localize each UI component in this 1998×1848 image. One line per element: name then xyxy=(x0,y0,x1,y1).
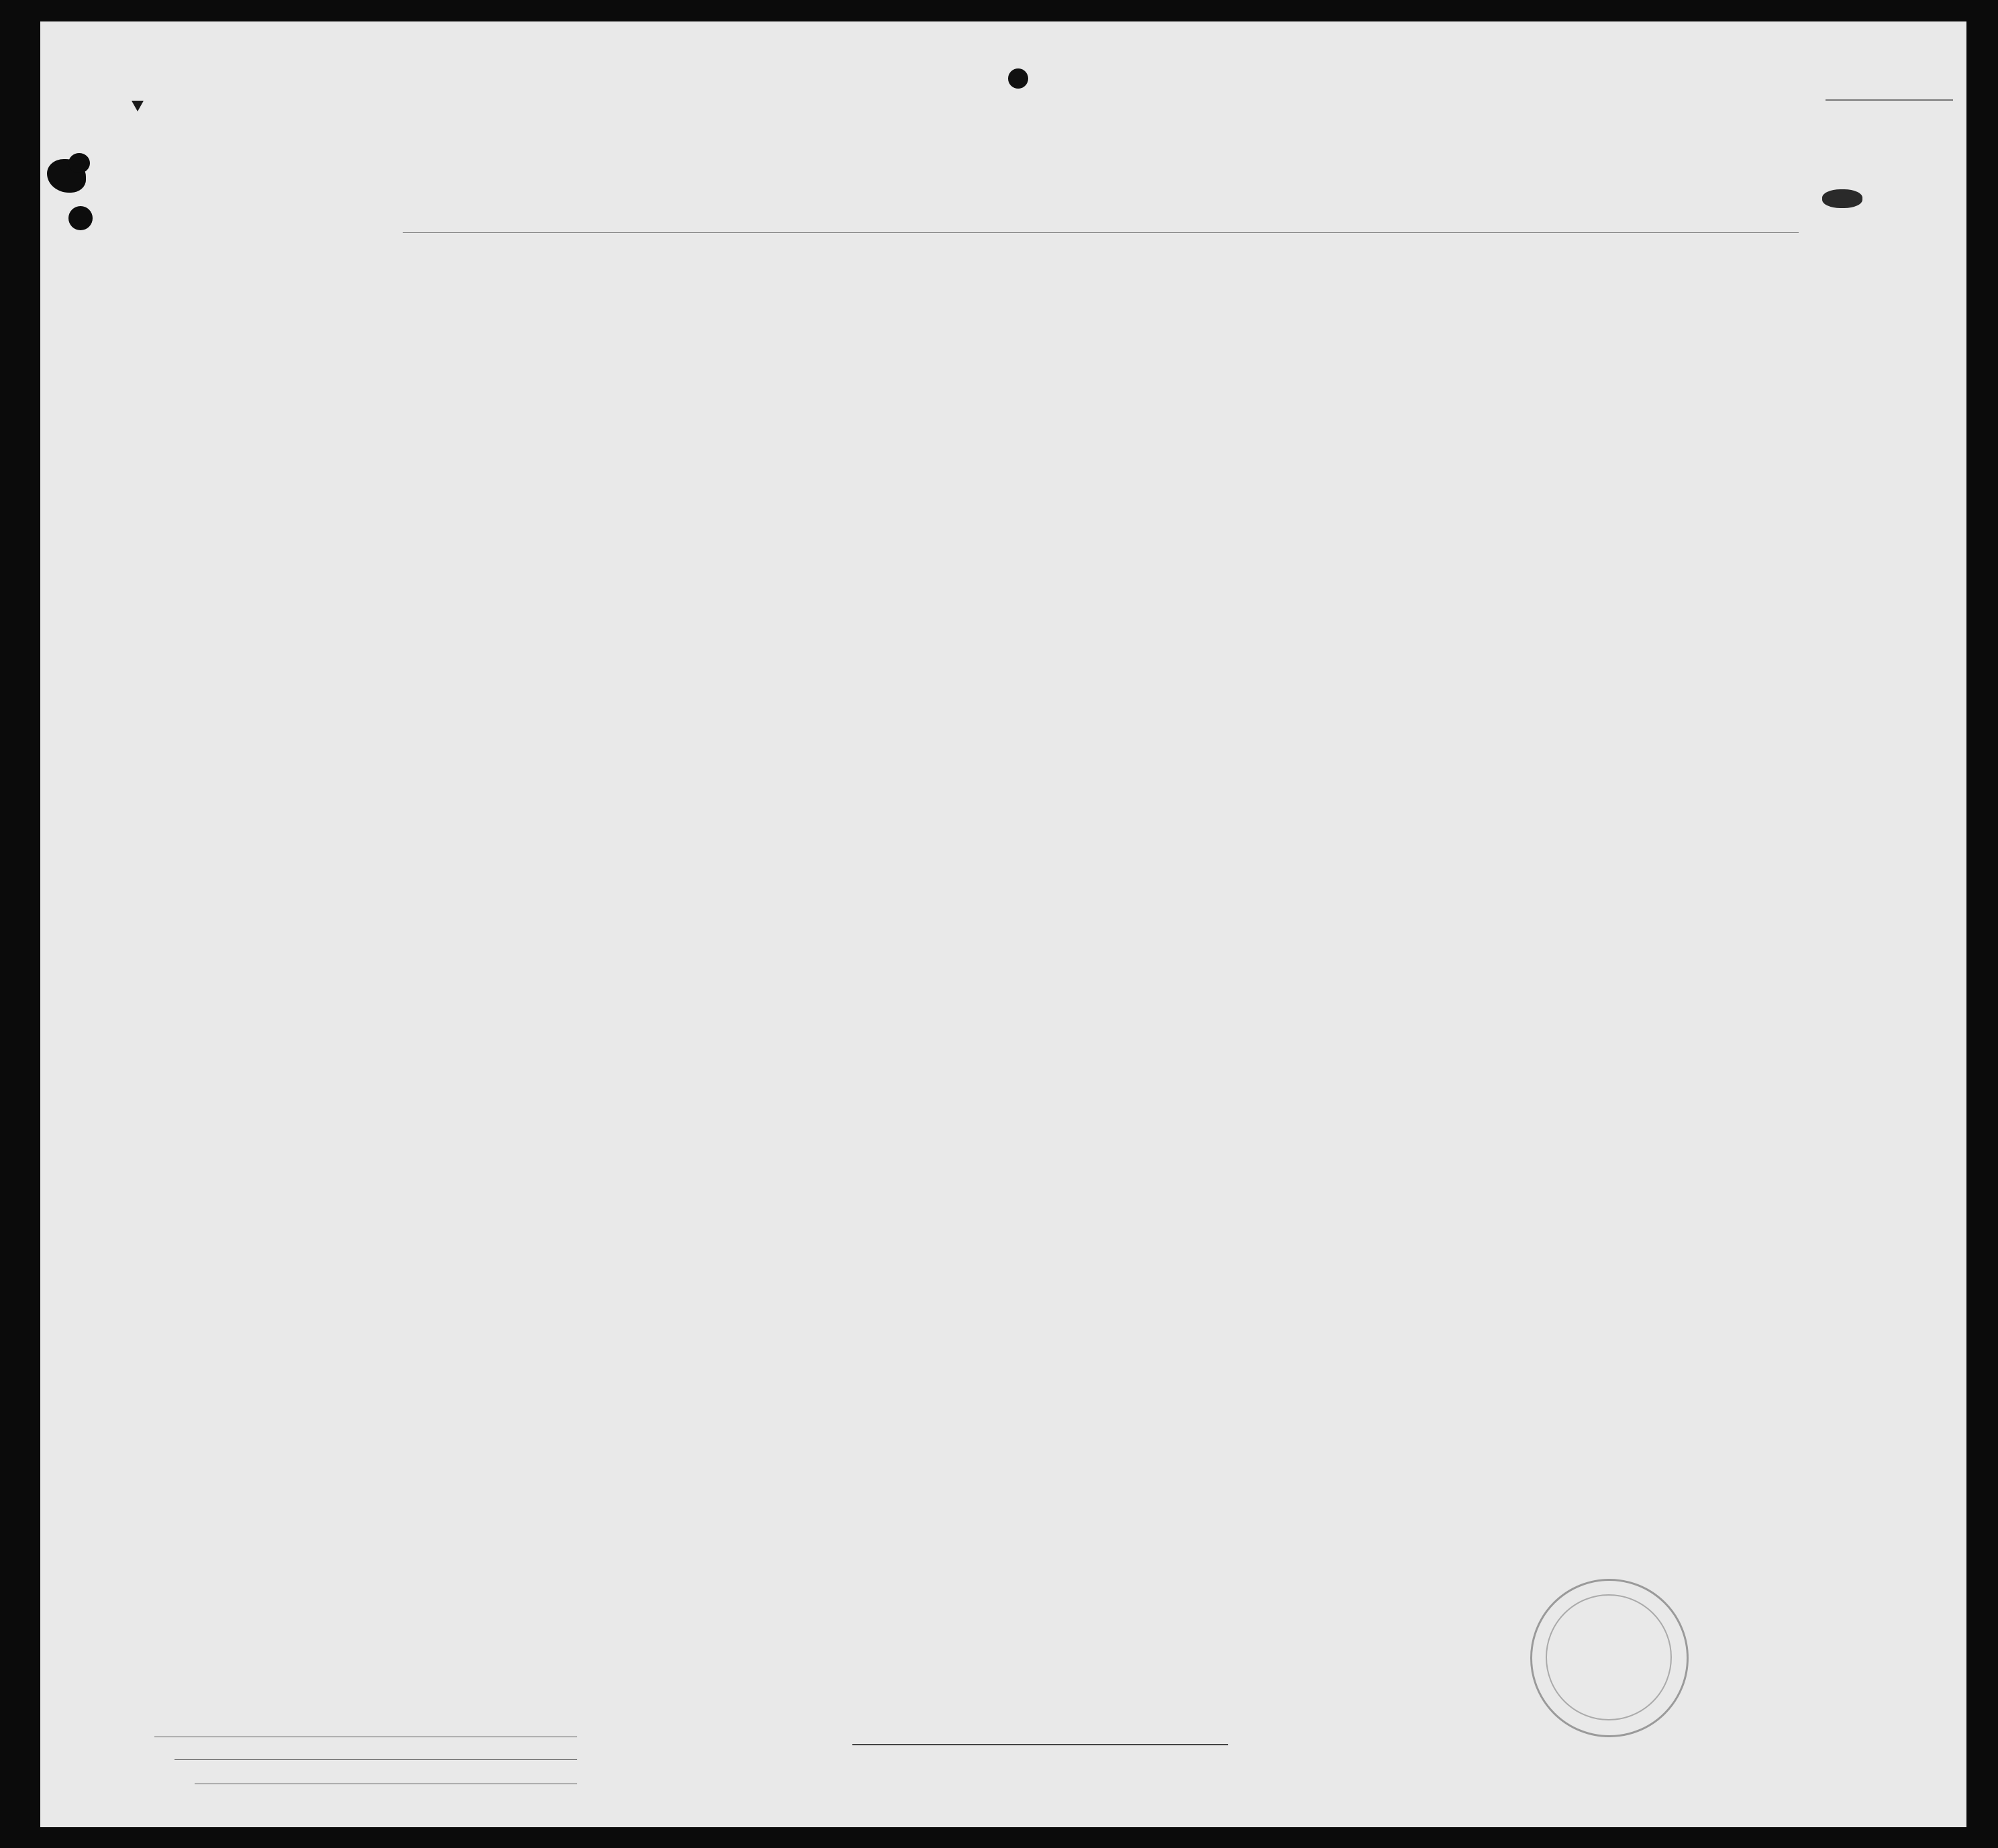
binder-hole xyxy=(68,206,93,230)
form-arrow-icon xyxy=(132,101,144,111)
vessel-line-rule xyxy=(403,232,1799,233)
binder-hole-top xyxy=(1008,68,1028,89)
inspector-signature-rule xyxy=(852,1744,1228,1745)
manifest-sheet xyxy=(40,21,1966,1827)
mm-office-stamp xyxy=(1530,1579,1689,1737)
ink-scribble xyxy=(1822,189,1862,208)
sheet-underline xyxy=(1826,99,1953,101)
footer-owners-rule xyxy=(174,1759,577,1760)
ink-blot xyxy=(68,153,90,173)
